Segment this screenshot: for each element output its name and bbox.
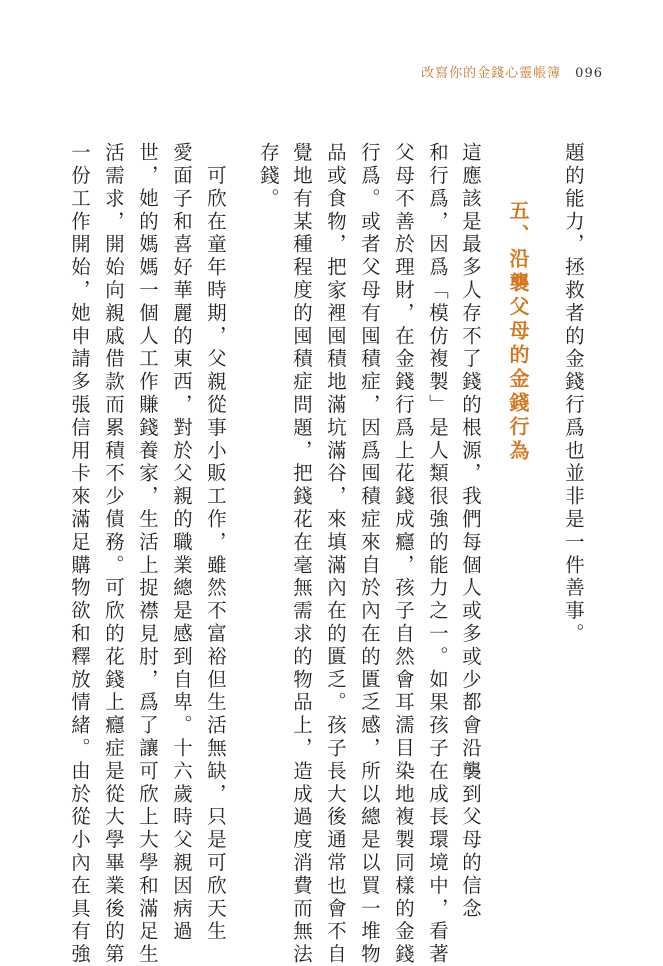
running-title: 改寫你的金錢心靈帳簿 [421, 66, 562, 81]
text-column: 活需求，開始向親戚借款而累積不少債務。可欣的花錢上癮症是從大學畢業後的第 [102, 142, 125, 966]
text-column: 一份工作開始，她申請多張信用卡來滿足購物欲和釋放情緒。由於從小內在具有強 [68, 142, 91, 966]
text-column: 覺地有某種程度的囤積症問題，把錢花在毫無需求的物品上，造成過度消費而無法 [290, 142, 313, 966]
text-column: 這應該是最多人存不了錢的根源，我們每個人或多或少都會沿襲到父母的信念 [459, 142, 482, 921]
text-column: 父母不善於理財，在金錢行爲上花錢成癮，孩子自然會耳濡目染地複製同樣的金錢 [392, 142, 415, 966]
running-head [421, 62, 603, 81]
text-column: 可欣在童年時期，父親從事小販工作，雖然不富裕但生活無缺，只是可欣天生 [204, 142, 227, 944]
section-heading: 五、沿襲父母的金錢行為 [506, 200, 530, 464]
text-column: 存錢。 [257, 142, 280, 211]
text-column: 行爲。或者父母有囤積症，因爲囤積症來自於內在的匱乏感，所以總是以買一堆物 [358, 142, 381, 966]
text-column: 題的能力，拯救者的金錢行爲也並非是一件善事。 [562, 142, 585, 646]
text-column: 愛面子和喜好華麗的東西，對於父親的職業總是感到自卑。十六歲時父親因病過 [170, 142, 193, 944]
text-column: 品或食物，把家裡囤積地滿坑滿谷，來填滿內在的匱乏。孩子長大後通常也會不自 [324, 142, 347, 966]
page-number: 096 [575, 66, 603, 81]
text-column: 和行爲，因爲「模仿複製」是人類很強的能力之一。如果孩子在成長環境中，看著 [426, 142, 449, 966]
text-column: 世，她的媽媽一個人工作賺錢養家，生活上捉襟見肘，爲了讓可欣上大學和滿足生 [136, 142, 159, 966]
